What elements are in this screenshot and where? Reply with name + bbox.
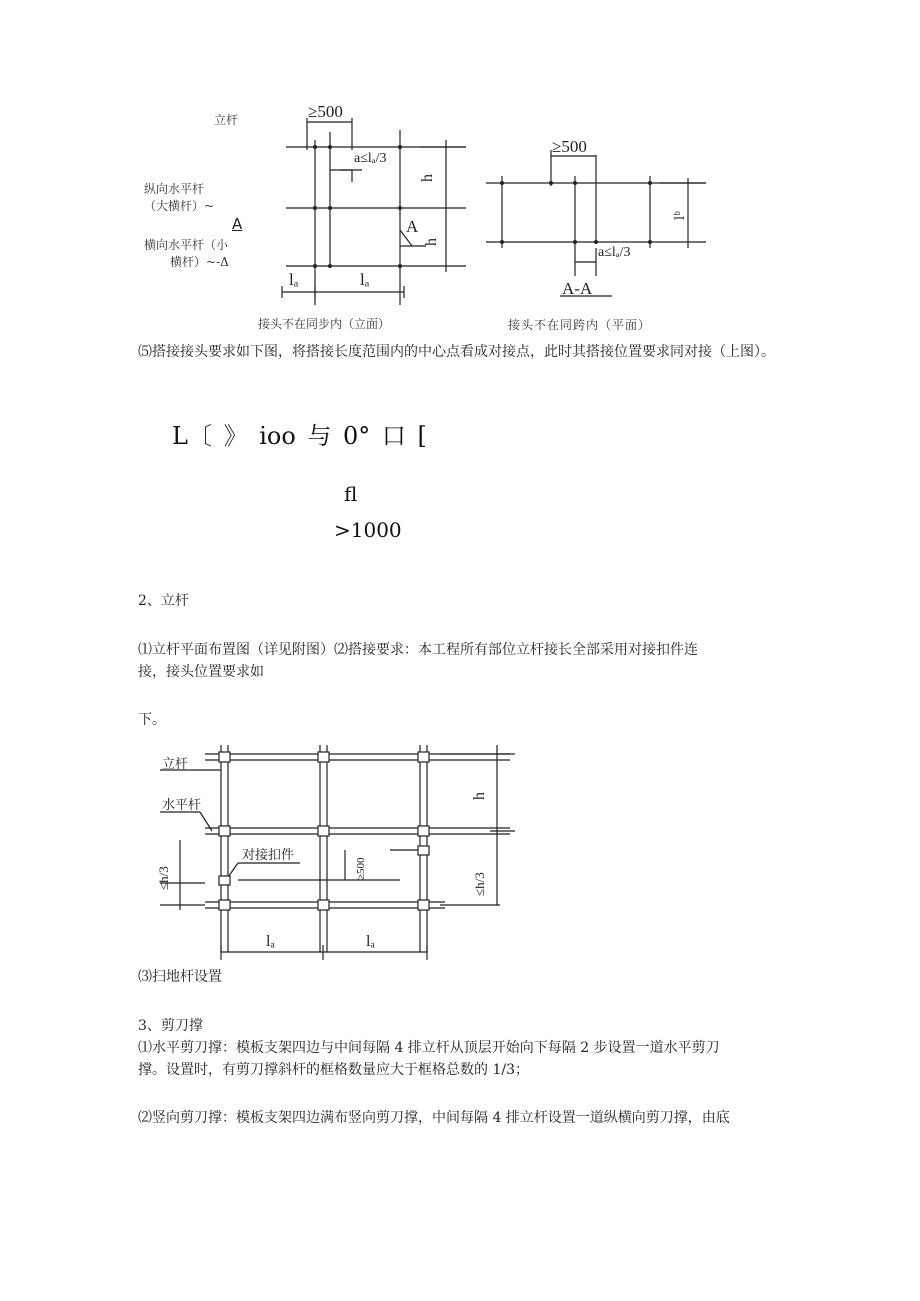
label-longitudinal-bar-alias: （大横杆）~ [144, 199, 215, 213]
heading-vertical-pole: 2、立杆 [138, 593, 189, 609]
elev-dim-h1: h [419, 174, 436, 182]
elevation-caption: 接头不在同步内（立面） [258, 317, 391, 331]
formula-line-3: >1000 [334, 518, 402, 542]
fig2-dim-h3-left: ≤h/3 [156, 866, 171, 890]
fig2-dim-la2: lₐ [366, 933, 375, 950]
paragraph-brace-2: ⑵竖向剪刀撑：模板支架四边满布竖向剪刀撑，中间每隔 4 排立杆设置一道纵横向剪刀撑，由底 [138, 1110, 730, 1126]
plan-section-title: A-A [562, 279, 593, 298]
plan-caption: 接头不在同跨内（平面） [508, 318, 652, 332]
formula-line-1: L〔 》 ioo 与 0° 口 [ [172, 422, 427, 450]
elev-dim-h2: h [423, 238, 440, 246]
fig2-label-coupler: 对接扣件 [242, 847, 295, 862]
paragraph-pole-line-3: 下。 [138, 712, 166, 728]
fig2-label-bar: 水平杆 [162, 797, 202, 812]
elev-dim-a: a≤lₐ/3 [354, 151, 387, 166]
elev-dim-la1: lₐ [289, 270, 299, 289]
fig2-dim-h: h [471, 792, 488, 800]
fig2-dim-la1: lₐ [266, 933, 275, 950]
formula-line-2: fl [344, 482, 358, 506]
plan-dim-lb: lᵇ [672, 211, 688, 220]
plan-dim-top: ≥500 [552, 137, 587, 156]
elev-dim-top: ≥500 [308, 102, 343, 121]
fig2-dim-500: ≥500 [355, 857, 367, 880]
fig2-label-pole: 立杆 [162, 756, 189, 771]
paragraph-sweep-pole: ⑶扫地杆设置 [138, 969, 222, 985]
label-longitudinal-bar: 纵向水平杆 [144, 182, 205, 196]
elev-section-mark: A [406, 217, 419, 236]
plan-dim-a: a≤lₐ/3 [598, 245, 631, 260]
heading-scissor-brace: 3、剪刀撑 [138, 1018, 203, 1034]
paragraph-lap-joint: ⑸搭接接头要求如下图，将搭接长度范围内的中心点看成对接点，此时其搭接位置要求同对接（上图）。 [138, 344, 775, 360]
elev-dim-la2: lₐ [360, 270, 370, 289]
label-vertical-pole: 立杆 [214, 113, 239, 127]
paragraph-pole-line-1: ⑴立杆平面布置图（详见附图）⑵搭接要求：本工程所有部位立杆接长全部采用对接扣件连 [138, 642, 698, 658]
paragraph-brace-1-line-2: 撑。设置时，有剪刀撑斜杆的框格数量应大于框格总数的 1/3； [138, 1062, 529, 1078]
paragraph-pole-line-2: 接，接头位置要求如 [138, 664, 264, 680]
label-transverse-bar: 横向水平杆（小 [144, 238, 229, 252]
paragraph-brace-1-line-1: ⑴水平剪刀撑：模板支架四边与中间每隔 4 排立杆从顶层开始向下每隔 2 步设置一道水平剪刀 [138, 1040, 720, 1056]
label-transverse-bar-alias: 横杆）~-Δ [170, 255, 229, 269]
label-section-mark-left: A [232, 215, 243, 233]
fig2-dim-h3-right: ≤h/3 [472, 872, 487, 896]
